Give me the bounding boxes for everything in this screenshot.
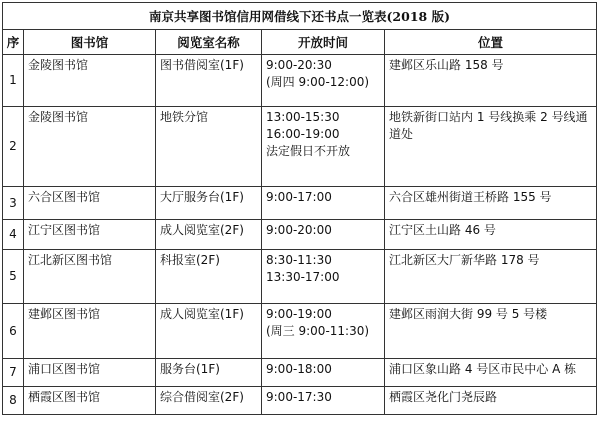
row-number: 6 — [3, 304, 24, 359]
hours-line: 9:00-17:00 — [266, 190, 332, 204]
table-row — [3, 304, 597, 359]
table-row — [3, 187, 597, 220]
opening-hours — [262, 55, 385, 107]
hours-line: (周四 9:00-12:00) — [266, 75, 370, 89]
library-table — [2, 2, 597, 415]
library-name: 江北新区图书馆 — [24, 250, 156, 304]
room-name: 图书借阅室(1F) — [156, 55, 262, 107]
table-row — [3, 250, 597, 304]
opening-hours — [262, 359, 385, 387]
header-num: 序 — [3, 30, 24, 55]
row-number: 8 — [3, 387, 24, 415]
opening-hours — [262, 387, 385, 415]
location: 建邺区雨润大街 99 号 5 号楼 — [385, 304, 597, 359]
location: 建邺区乐山路 158 号 — [385, 55, 597, 107]
header-hours: 开放时间 — [262, 30, 385, 55]
row-number: 7 — [3, 359, 24, 387]
room-name: 大厅服务台(1F) — [156, 187, 262, 220]
location: 栖霞区尧化门尧辰路 — [385, 387, 597, 415]
library-name: 浦口区图书馆 — [24, 359, 156, 387]
library-name: 江宁区图书馆 — [24, 220, 156, 250]
hours-line: 8:30-11:30 — [266, 253, 332, 267]
hours-line: 9:00-18:00 — [266, 362, 332, 376]
library-name: 建邺区图书馆 — [24, 304, 156, 359]
table-row — [3, 107, 597, 187]
hours-line: 16:00-19:00 — [266, 127, 340, 141]
location: 江北新区大厂新华路 178 号 — [385, 250, 597, 304]
library-name: 六合区图书馆 — [24, 187, 156, 220]
location: 浦口区象山路 4 号区市民中心 A 栋 — [385, 359, 597, 387]
room-name: 科报室(2F) — [156, 250, 262, 304]
location — [385, 107, 597, 187]
hours-line: 9:00-17:30 — [266, 390, 332, 404]
hours-line: 13:00-15:30 — [266, 110, 340, 124]
library-name: 金陵图书馆 — [24, 107, 156, 187]
row-number: 4 — [3, 220, 24, 250]
hours-line: 13:30-17:00 — [266, 270, 340, 284]
row-number: 5 — [3, 250, 24, 304]
table-row — [3, 220, 597, 250]
opening-hours — [262, 304, 385, 359]
header-room: 阅览室名称 — [156, 30, 262, 55]
location-text: 地铁新街口站内 1 号线换乘 2 号线通道处 — [389, 110, 588, 141]
title-row — [3, 3, 597, 30]
room-name: 服务台(1F) — [156, 359, 262, 387]
hours-line: 法定假日不开放 — [266, 144, 351, 158]
table-row — [3, 359, 597, 387]
opening-hours — [262, 107, 385, 187]
hours-line: 9:00-20:00 — [266, 223, 332, 237]
header-library: 图书馆 — [24, 30, 156, 55]
header-row — [3, 30, 597, 55]
hours-line: (周三 9:00-11:30) — [266, 324, 370, 338]
opening-hours — [262, 220, 385, 250]
hours-line: 9:00-20:30 — [266, 58, 332, 72]
hours-line: 9:00-19:00 — [266, 307, 332, 321]
row-number: 1 — [3, 55, 24, 107]
table-row — [3, 387, 597, 415]
opening-hours — [262, 250, 385, 304]
table-title: 南京共享图书馆信用网借线下还书点一览表(2018 版) — [3, 3, 597, 30]
table-row — [3, 55, 597, 107]
header-location: 位置 — [385, 30, 597, 55]
location: 江宁区土山路 46 号 — [385, 220, 597, 250]
opening-hours — [262, 187, 385, 220]
room-name: 成人阅览室(2F) — [156, 220, 262, 250]
row-number: 3 — [3, 187, 24, 220]
location: 六合区雄州街道王桥路 155 号 — [385, 187, 597, 220]
room-name: 综合借阅室(2F) — [156, 387, 262, 415]
library-name: 金陵图书馆 — [24, 55, 156, 107]
row-number: 2 — [3, 107, 24, 187]
room-name: 地铁分馆 — [156, 107, 262, 187]
room-name: 成人阅览室(1F) — [156, 304, 262, 359]
library-name: 栖霞区图书馆 — [24, 387, 156, 415]
